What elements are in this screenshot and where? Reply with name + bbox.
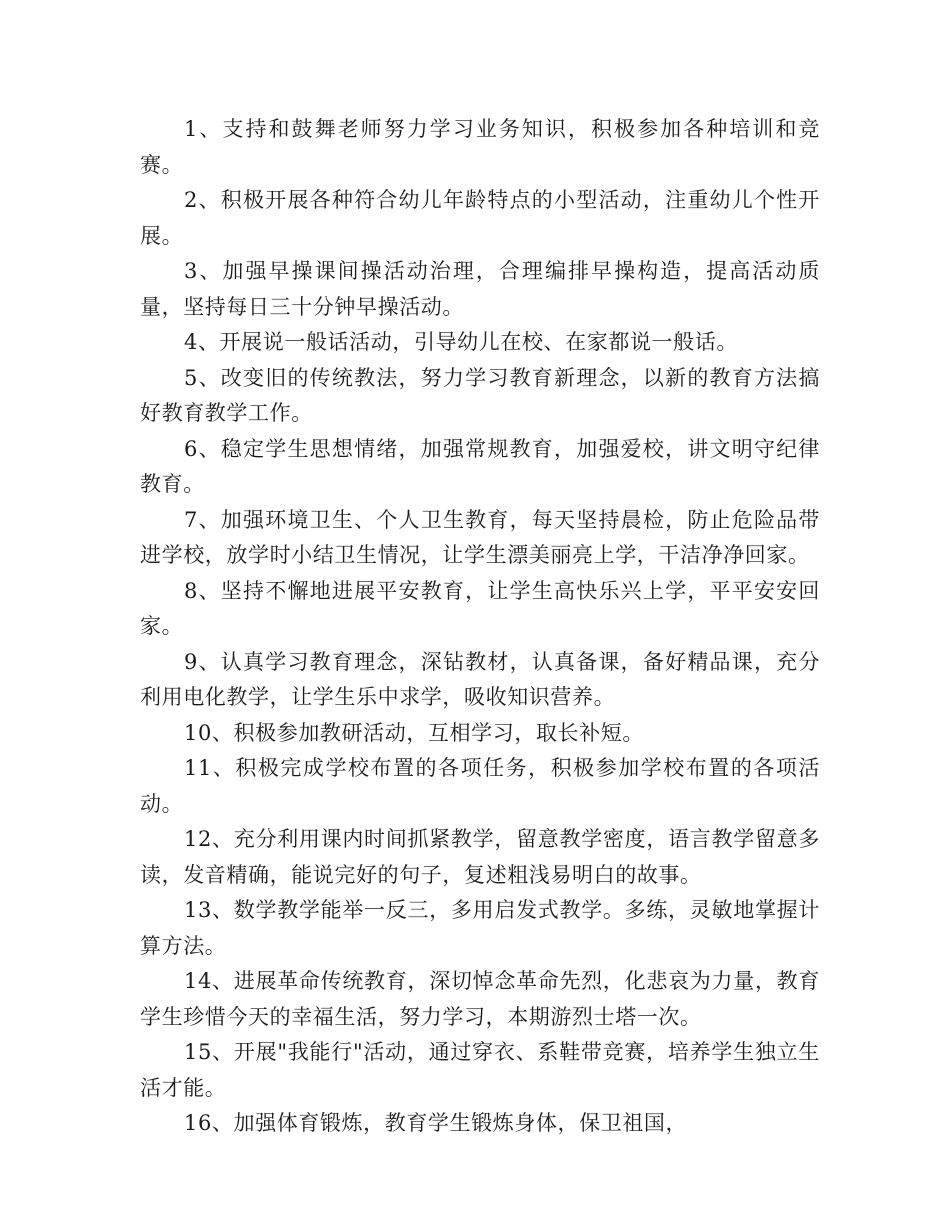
paragraph-item-5: 5、改变旧的传统教法，努力学习教育新理念，以新的教育方法搞好教育教学工作。 (140, 365, 820, 425)
paragraph-item-3: 3、加强早操课间操活动治理，合理编排早操构造，提高活动质量，坚持每日三十分钟早操活动。 (140, 259, 820, 319)
document-body (140, 112, 820, 1142)
paragraph-item-16: 16、加强体育锻炼，教育学生锻炼身体，保卫祖国， (184, 1111, 688, 1135)
paragraph-item-12: 12、充分利用课内时间抓紧教学，留意教学密度，语言教学留意多读，发音精确，能说完好的句子，复述粗浅易明白的故事。 (140, 827, 820, 887)
paragraph-item-1: 1、支持和鼓舞老师努力学习业务知识，积极参加各种培训和竞赛。 (140, 117, 820, 177)
paragraph-item-13: 13、数学教学能举一反三，多用启发式教学。多练，灵敏地掌握计算方法。 (140, 898, 820, 958)
paragraph-item-2: 2、积极开展各种符合幼儿年龄特点的小型活动，注重幼儿个性开展。 (140, 188, 820, 248)
paragraph-item-7: 7、加强环境卫生、个人卫生教育，每天坚持晨检，防止危险品带进学校，放学时小结卫生情况，让学生漂美丽亮上学，干洁净净回家。 (140, 507, 820, 567)
paragraph-item-10: 10、积极参加教研活动，互相学习，取长补短。 (184, 720, 644, 745)
paragraph-item-11: 11、积极完成学校布置的各项任务，积极参加学校布置的各项活动。 (140, 756, 820, 816)
paragraph-item-6: 6、稳定学生思想情绪，加强常规教育，加强爱校，讲文明守纪律教育。 (140, 436, 820, 496)
paragraph-item-9: 9、认真学习教育理念，深钻教材，认真备课，备好精品课，充分利用电化教学，让学生乐中求学，吸收知识营养。 (140, 649, 820, 709)
paragraph-item-4: 4、开展说一般话活动，引导幼儿在校、在家都说一般话。 (184, 330, 738, 354)
paragraph-item-8: 8、坚持不懈地进展平安教育，让学生高快乐兴上学，平平安安回家。 (140, 578, 820, 638)
paragraph-item-14: 14、进展革命传统教育，深切悼念革命先烈，化悲哀为力量，教育学生珍惜今天的幸福生活，努力学习，本期游烈士塔一次。 (140, 969, 820, 1029)
paragraph-item-15: 15、开展"我能行"活动，通过穿衣、系鞋带竞赛，培养学生独立生活才能。 (140, 1040, 820, 1100)
